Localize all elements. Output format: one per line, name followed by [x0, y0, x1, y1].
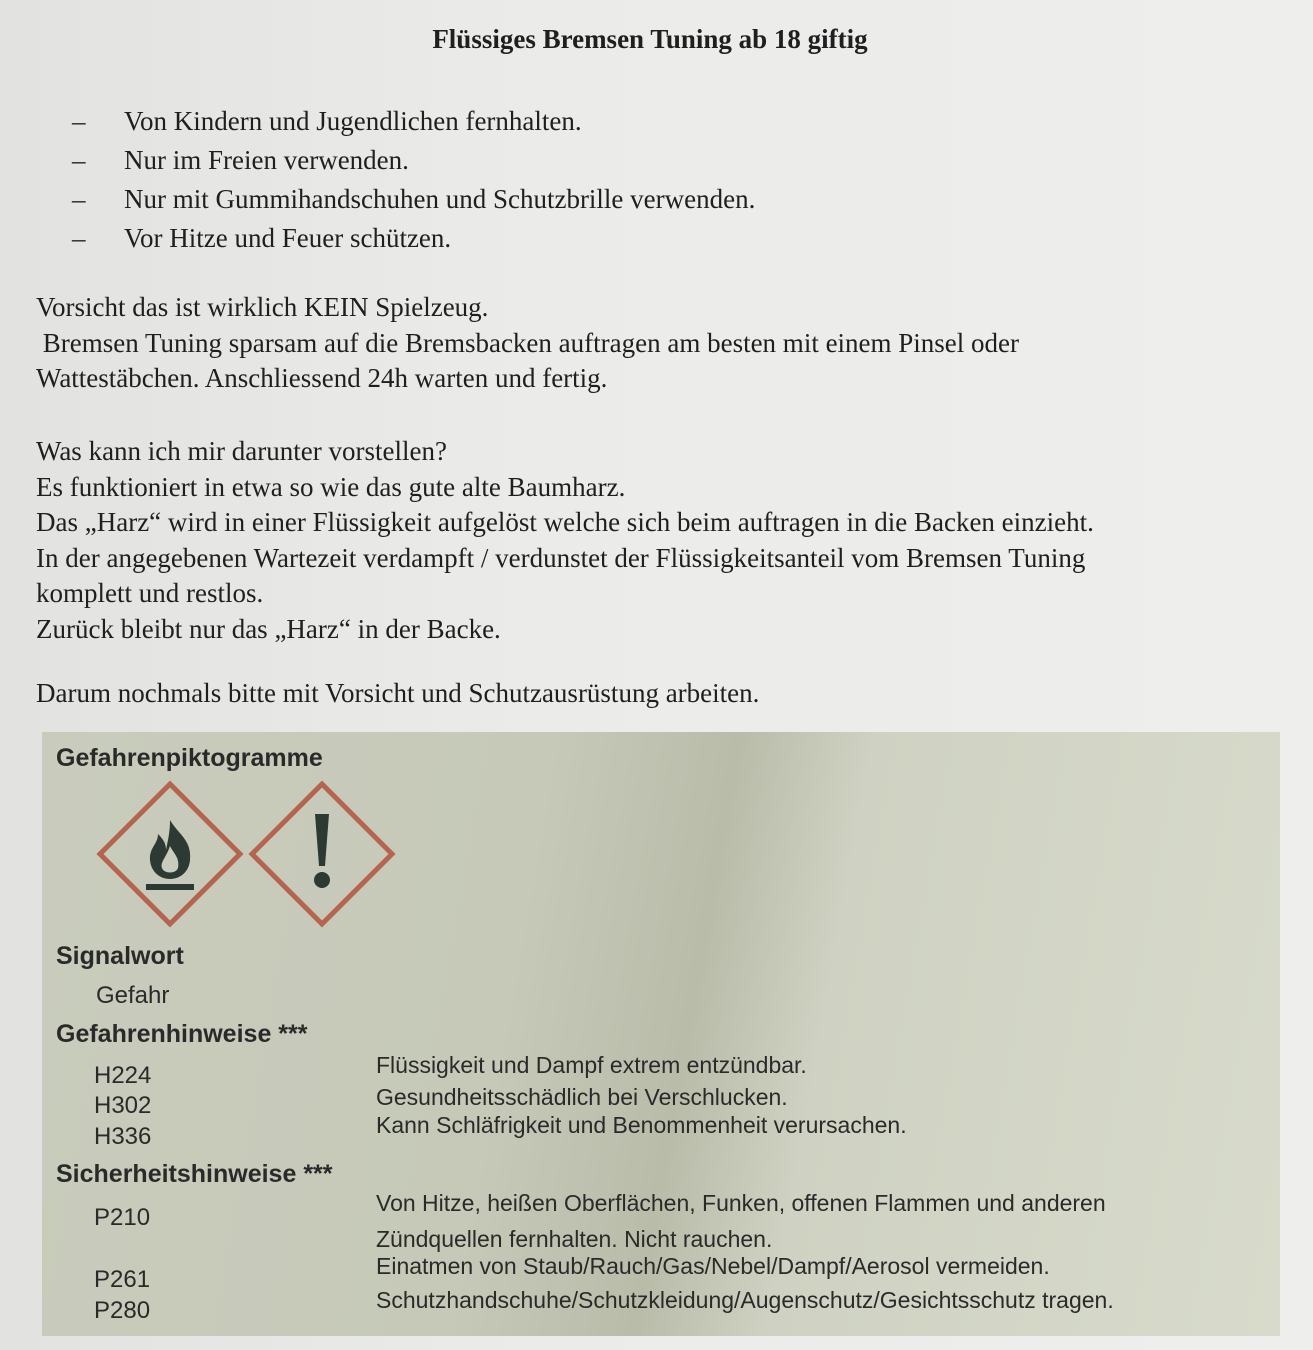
h-text: Gesundheitsschädlich bei Verschlucken.	[376, 1084, 788, 1110]
signal-word: Gefahr	[96, 982, 170, 1009]
p-code: P280	[94, 1297, 151, 1324]
bullet-dash: –	[72, 145, 86, 175]
hazard-pictograms	[96, 780, 402, 928]
text-line: Vorsicht das ist wirklich KEIN Spielzeug.	[36, 292, 489, 322]
h-code: H224	[94, 1062, 152, 1089]
list-item-text: Vor Hitze und Feuer schützen.	[124, 223, 452, 253]
precaution-list	[72, 102, 755, 258]
list-item	[72, 219, 755, 258]
text-line: Es funktioniert in etwa so wie das gute alte Baumharz.	[36, 471, 626, 502]
bullet-dash: –	[72, 184, 86, 214]
pictograms-heading: Gefahrenpiktogramme	[56, 744, 323, 772]
text-line: Zurück bleibt nur das „Harz“ in der Backe.	[36, 613, 501, 644]
text-line: komplett und restlos.	[36, 578, 264, 608]
bullet-dash: –	[72, 223, 86, 253]
p-text: Von Hitze, heißen Oberflächen, Funken, offenen Flammen und anderen	[376, 1190, 1106, 1216]
list-item-text: Nur im Freien verwenden.	[124, 145, 409, 175]
h-text: Flüssigkeit und Dampf extrem entzündbar.	[376, 1052, 807, 1078]
list-item	[72, 102, 755, 141]
list-item	[72, 180, 755, 219]
p-code: P261	[94, 1266, 151, 1293]
warning-paragraph	[36, 290, 1019, 397]
text-line: Was kann ich mir darunter vorstellen?	[36, 436, 447, 466]
document-title: Flüssiges Bremsen Tuning ab 18 giftig	[432, 24, 868, 54]
exclamation-icon	[252, 784, 392, 924]
text-line: Wattestäbchen. Anschliessend 24h warten und fertig.	[36, 363, 608, 393]
text-line: Das „Harz“ wird in einer Flüssigkeit aufgelöst welche sich beim auftragen in die Backen einzieht.	[36, 507, 1094, 537]
h-text: Kann Schläfrigkeit und Benommenheit verursachen.	[376, 1112, 907, 1138]
p-text: Einatmen von Staub/Rauch/Gas/Nebel/Dampf/Aerosol vermeiden.	[376, 1253, 1050, 1279]
hazard-statements-heading: Gefahrenhinweise ***	[56, 1020, 308, 1048]
closing-paragraph	[36, 676, 759, 712]
list-item-text: Nur mit Gummihandschuhen und Schutzbrille verwenden.	[124, 184, 756, 214]
bullet-dash: –	[72, 106, 86, 136]
text-line: Bremsen Tuning sparsam auf die Bremsbacken auftragen am besten mit einem Pinsel oder	[36, 327, 1020, 358]
p-text-continued: Zündquellen fernhalten. Nicht rauchen.	[376, 1226, 773, 1252]
flame-icon	[100, 784, 240, 924]
signal-word-heading: Signalwort	[56, 942, 184, 970]
text-line: In der angegebenen Wartezeit verdampft / verdunstet der Flüssigkeitsanteil vom Bremsen Tuning	[36, 542, 1086, 573]
p-text: Schutzhandschuhe/Schutzkleidung/Augenschutz/Gesichtsschutz tragen.	[376, 1287, 1114, 1313]
explanation-paragraph	[36, 434, 1094, 647]
list-item-text: Von Kindern und Jugendlichen fernhalten.	[124, 106, 582, 136]
h-code: H302	[94, 1092, 152, 1119]
h-code: H336	[94, 1123, 152, 1150]
text-line: Darum nochmals bitte mit Vorsicht und Schutzausrüstung arbeiten.	[36, 678, 760, 708]
p-code: P210	[94, 1204, 151, 1231]
precautionary-statements-heading: Sicherheitshinweise ***	[56, 1160, 333, 1188]
hazard-label	[42, 732, 1280, 1336]
list-item	[72, 141, 755, 180]
